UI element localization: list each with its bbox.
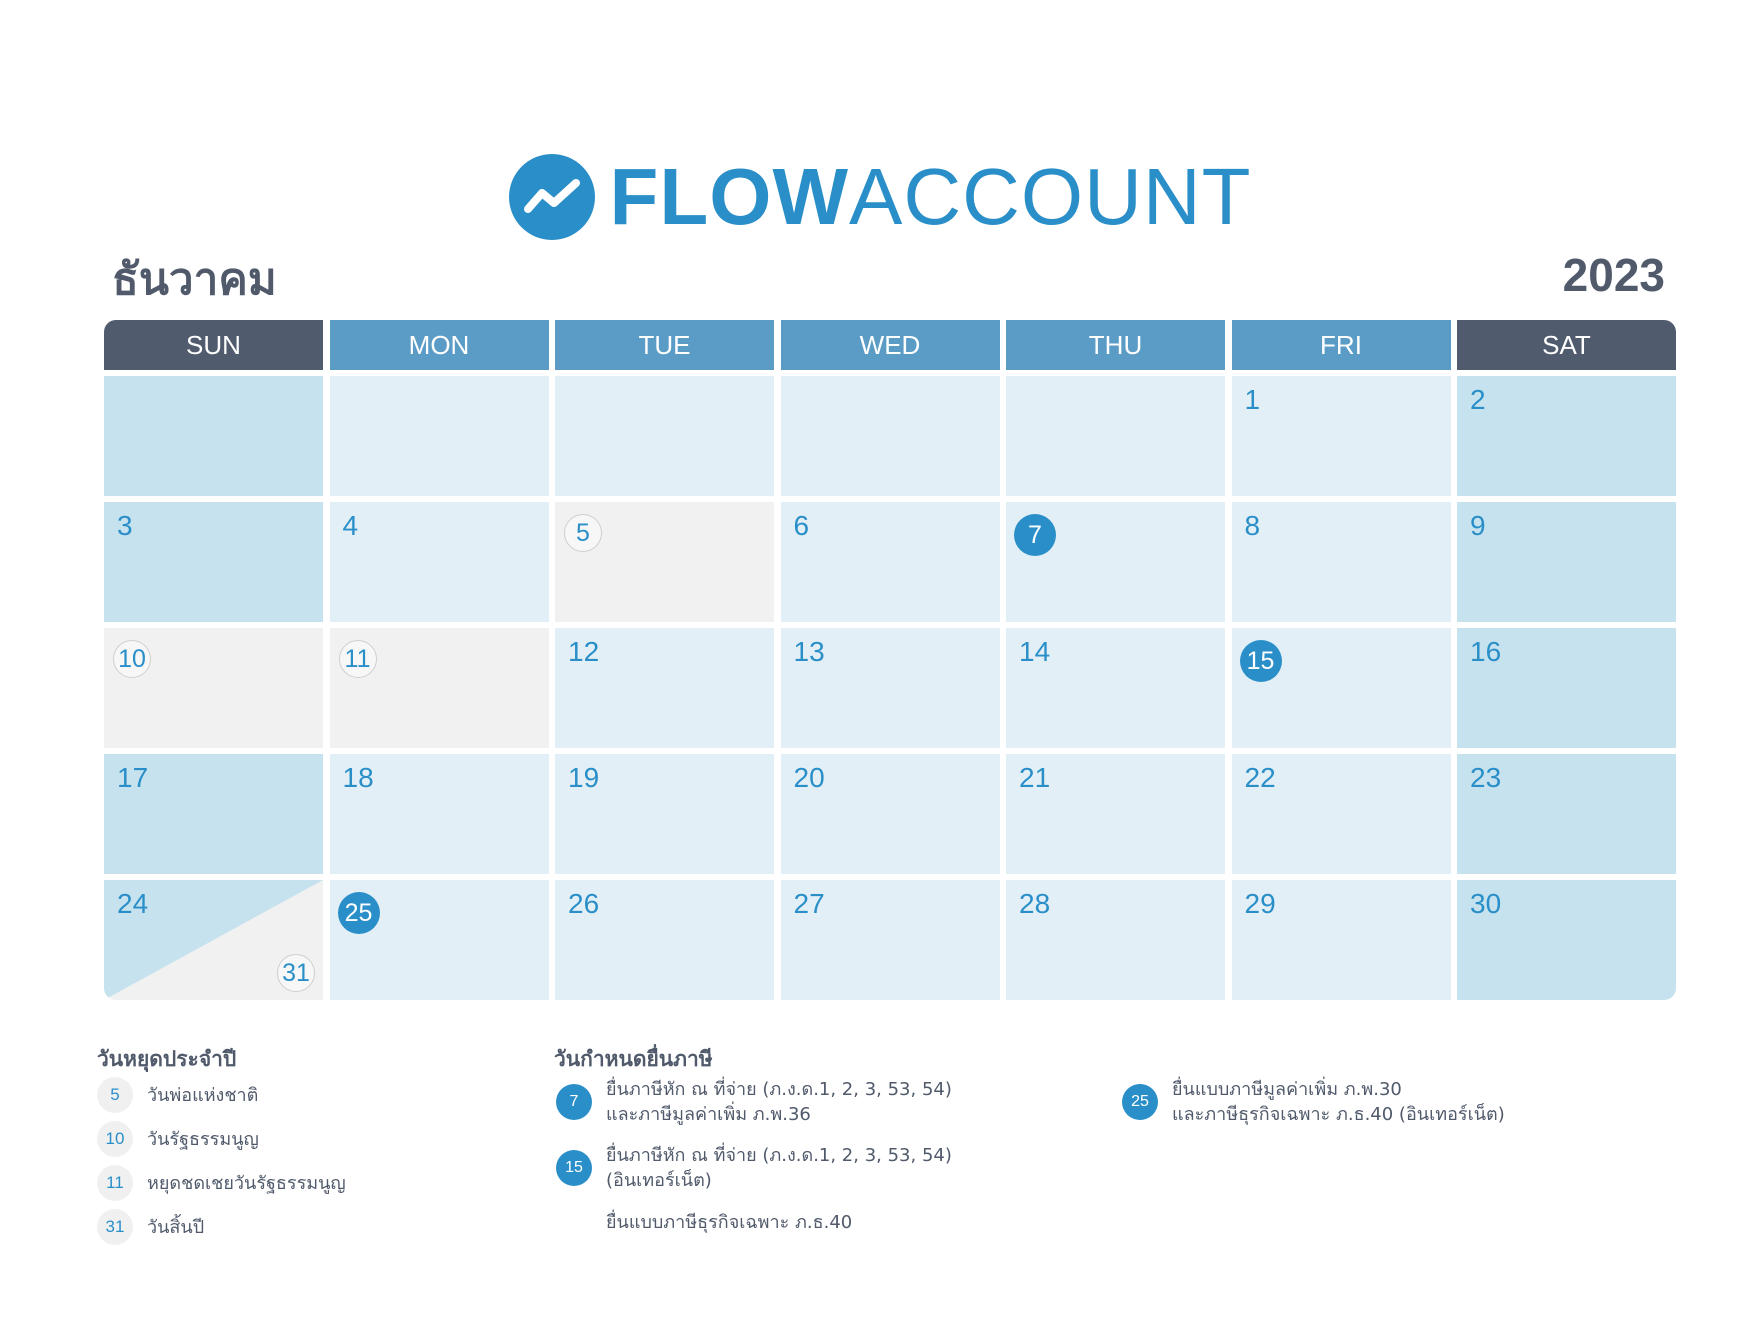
- day-cell-3: [104, 502, 323, 622]
- weekday-header-row: [104, 320, 1666, 370]
- day-cell-13: [781, 628, 1000, 748]
- holiday-marker: 10: [113, 640, 151, 678]
- deadline-legend-item: [556, 1143, 952, 1193]
- deadline-label: ยื่นแบบภาษีธุรกิจเฉพาะ ภ.ธ.40: [606, 1212, 853, 1233]
- deadline-label: ยื่นภาษีหัก ณ ที่จ่าย (ภ.ง.ด.1, 2, 3, 53, 54) (อินเทอร์เน็ต): [606, 1145, 952, 1191]
- holidays-title: วันหยุดประจำปี: [97, 1047, 237, 1071]
- day-cell-14: [1006, 628, 1225, 748]
- day-cell-2: [1457, 376, 1676, 496]
- holiday-label: วันพ่อแห่งชาติ: [147, 1084, 259, 1106]
- day-cell-29: [1232, 880, 1451, 1000]
- deadline-legend-item: [556, 1077, 952, 1127]
- day-cell-24-31: [104, 880, 323, 1000]
- deadline-label: ยื่นแบบภาษีมูลค่าเพิ่ม ภ.พ.30 และภาษีธุรกิจเฉพาะ ภ.ธ.40 (อินเทอร์เน็ต): [1172, 1079, 1505, 1125]
- weekday-sun: SUN: [104, 320, 323, 370]
- day-cell-empty: [1006, 376, 1225, 496]
- holiday-badge: 11: [97, 1165, 133, 1201]
- day-number: 21: [1019, 762, 1051, 793]
- day-cell-26: [555, 880, 774, 1000]
- holiday-badge: 5: [97, 1077, 133, 1113]
- day-cell-21: [1006, 754, 1225, 874]
- day-number: 17: [117, 762, 149, 793]
- day-number: 23: [1470, 762, 1502, 793]
- holiday-label: วันสิ้นปี: [147, 1216, 205, 1238]
- weekday-fri: FRI: [1232, 320, 1451, 370]
- deadline-legend-extra: [606, 1210, 852, 1235]
- tax-deadline-marker: 15: [1240, 640, 1282, 682]
- day-cell-7: [1006, 502, 1225, 622]
- calendar: [104, 320, 1666, 1000]
- day-cell-28: [1006, 880, 1225, 1000]
- holiday-marker: 31: [277, 954, 315, 992]
- day-number: 27: [793, 888, 825, 919]
- day-number: 16: [1470, 636, 1502, 667]
- logo-wordmark: [609, 152, 1252, 241]
- weekday-wed: WED: [781, 320, 1000, 370]
- logo-part-flow: FLOW: [609, 152, 849, 241]
- day-number: 14: [1019, 636, 1051, 667]
- deadline-legend-item: [1122, 1077, 1505, 1127]
- logo-part-account: ACCOUNT: [848, 152, 1252, 241]
- day-number: 6: [793, 510, 810, 541]
- day-cell-5: [555, 502, 774, 622]
- day-cell-11: [330, 628, 549, 748]
- tax-deadline-marker: 7: [1014, 514, 1056, 556]
- day-cell-22: [1232, 754, 1451, 874]
- trend-up-icon: [509, 154, 595, 240]
- weekday-mon: MON: [330, 320, 549, 370]
- day-number: 8: [1244, 510, 1261, 541]
- day-cell-16: [1457, 628, 1676, 748]
- holiday-legend-item: [97, 1121, 259, 1157]
- day-cell-27: [781, 880, 1000, 1000]
- holiday-badge: 31: [97, 1209, 133, 1245]
- day-number: 20: [793, 762, 825, 793]
- deadlines-title: วันกำหนดยื่นภาษี: [554, 1047, 713, 1071]
- deadline-label: ยื่นภาษีหัก ณ ที่จ่าย (ภ.ง.ด.1, 2, 3, 53, 54) และภาษีมูลค่าเพิ่ม ภ.พ.36: [606, 1079, 952, 1125]
- holiday-label: วันรัฐธรรมนูญ: [147, 1128, 259, 1150]
- weekday-thu: THU: [1006, 320, 1225, 370]
- day-cell-1: [1232, 376, 1451, 496]
- day-number: 22: [1244, 762, 1276, 793]
- year-title: 2023: [1562, 249, 1665, 301]
- day-number: 29: [1244, 888, 1276, 919]
- day-cell-empty: [555, 376, 774, 496]
- day-cell-18: [330, 754, 549, 874]
- day-cell-4: [330, 502, 549, 622]
- holiday-marker: 11: [339, 640, 377, 678]
- day-number: 24: [117, 888, 149, 919]
- day-cell-25: [330, 880, 549, 1000]
- day-number: 19: [568, 762, 600, 793]
- day-number: 2: [1470, 384, 1486, 415]
- day-cell-empty: [104, 376, 323, 496]
- holiday-legend-item: [97, 1077, 258, 1113]
- holiday-legend-item: [97, 1165, 346, 1201]
- flowaccount-logo: [0, 154, 1761, 240]
- day-cell-30: [1457, 880, 1676, 1000]
- day-number: 12: [568, 636, 600, 667]
- day-cell-17: [104, 754, 323, 874]
- day-number: 26: [568, 888, 600, 919]
- day-cell-8: [1232, 502, 1451, 622]
- day-number: 3: [117, 510, 133, 541]
- day-number: 13: [793, 636, 825, 667]
- day-number: 18: [342, 762, 374, 793]
- deadline-badge: 7: [556, 1084, 592, 1120]
- day-cell-9: [1457, 502, 1676, 622]
- day-cell-12: [555, 628, 774, 748]
- calendar-grid: [104, 376, 1666, 1000]
- tax-deadline-marker: 25: [338, 892, 380, 934]
- day-number: 4: [342, 510, 359, 541]
- day-cell-20: [781, 754, 1000, 874]
- day-cell-empty: [781, 376, 1000, 496]
- day-cell-10: [104, 628, 323, 748]
- day-number: 30: [1470, 888, 1502, 919]
- day-cell-empty: [330, 376, 549, 496]
- month-title: ธันวาคม: [112, 254, 277, 305]
- day-cell-19: [555, 754, 774, 874]
- deadline-badge: 25: [1122, 1084, 1158, 1120]
- holiday-badge: 10: [97, 1121, 133, 1157]
- holiday-label: หยุดชดเชยวันรัฐธรรมนูญ: [147, 1172, 346, 1194]
- weekday-tue: TUE: [555, 320, 774, 370]
- day-cell-15: [1232, 628, 1451, 748]
- day-cell-6: [781, 502, 1000, 622]
- holiday-marker: 5: [564, 514, 602, 552]
- deadline-badge: 15: [556, 1150, 592, 1186]
- weekday-sat: SAT: [1457, 320, 1676, 370]
- day-number: 28: [1019, 888, 1051, 919]
- holiday-legend-item: [97, 1209, 204, 1245]
- day-number: 1: [1244, 384, 1261, 415]
- day-cell-23: [1457, 754, 1676, 874]
- day-number: 9: [1470, 510, 1486, 541]
